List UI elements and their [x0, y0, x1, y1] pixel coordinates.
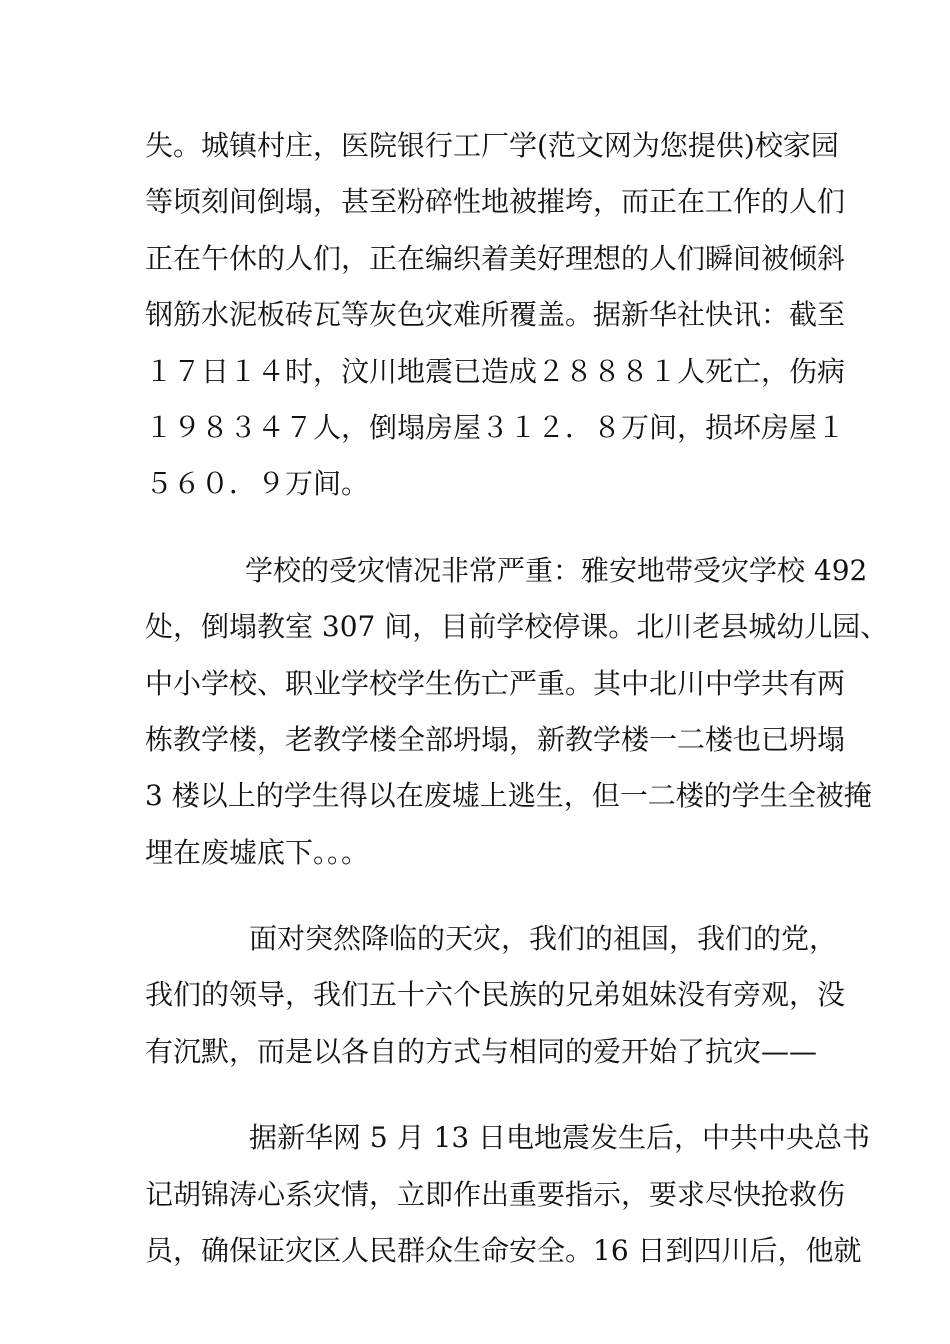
text-line: 处，倒塌教室 307 间，目前学校停课。北川老县城幼儿园、 — [145, 610, 889, 644]
text-line: １７日１４时，汶川地震已造成２８８８１人死亡，伤病 — [145, 354, 846, 388]
document-body — [145, 118, 889, 1279]
text-line: 记胡锦涛心系灾情，立即作出重要指示，要求尽快抢救伤 — [145, 1177, 846, 1211]
paragraph-2 — [145, 543, 889, 881]
text-line: 埋在废墟底下。。。 — [145, 835, 370, 869]
text-line: ５６０．９万间。 — [145, 467, 370, 501]
text-line: 中小学校、职业学校学生伤亡严重。其中北川中学共有两 — [145, 666, 846, 700]
text-line: 我们的领导，我们五十六个民族的兄弟姐妹没有旁观，没 — [145, 978, 846, 1012]
text-line: 钢筋水泥板砖瓦等灰色灾难所覆盖。据新华社快讯：截至 — [145, 298, 846, 332]
text-line: 正在午休的人们，正在编织着美好理想的人们瞬间被倾斜 — [145, 241, 846, 275]
paragraph-1 — [145, 118, 846, 513]
paragraph-spacer — [145, 1080, 810, 1110]
text-line: 员，确保证灾区人民群众生命安全。16 日到四川后，他就 — [145, 1234, 862, 1268]
paragraph-spacer — [145, 881, 810, 911]
paragraph-3 — [145, 911, 846, 1080]
text-line: 据新华网 5 月 13 日电地震发生后，中共中央总书 — [249, 1121, 871, 1155]
text-line: 有沉默，而是以各自的方式与相同的爱开始了抗灾—— — [145, 1034, 818, 1068]
text-line: １９８３４７人，倒塌房屋３１２．８万间，损坏房屋１ — [145, 410, 846, 444]
text-line: 3 楼以上的学生得以在废墟上逃生，但一二楼的学生全被掩 — [145, 779, 872, 813]
paragraph-4 — [145, 1110, 871, 1279]
text-line: 面对突然降临的天灾，我们的祖国，我们的党， — [249, 922, 838, 956]
text-line: 栋教学楼，老教学楼全部坍塌，新教学楼一二楼也已坍塌 — [145, 722, 846, 756]
paragraph-spacer — [145, 513, 810, 543]
text-line: 等顷刻间倒塌，甚至粉碎性地被摧垮，而正在工作的人们 — [145, 185, 846, 219]
text-line: 失。城镇村庄，医院银行工厂学(范文网为您提供)校家园 — [145, 129, 839, 162]
text-line: 学校的受灾情况非常严重：雅安地带受灾学校 492 — [245, 553, 868, 587]
